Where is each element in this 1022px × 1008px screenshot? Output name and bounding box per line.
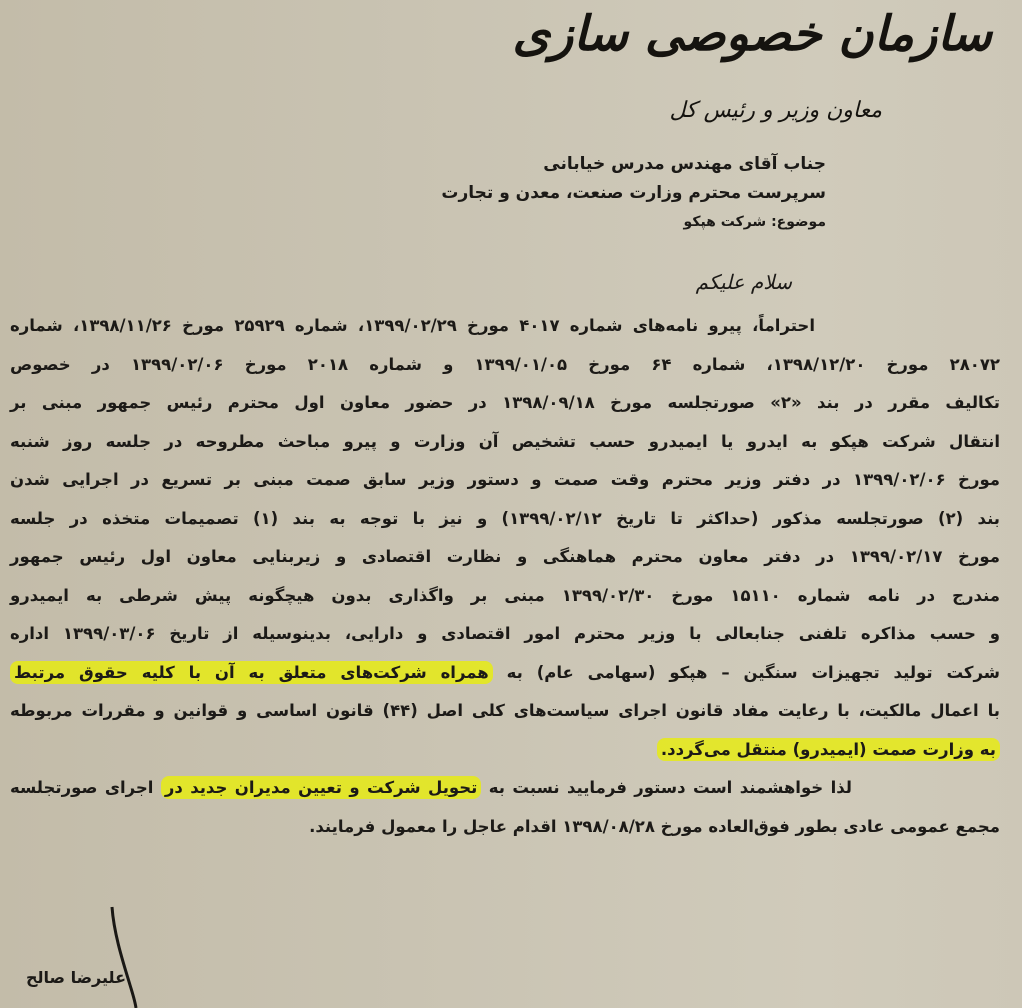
highlighted-text: همراه شرکت‌های متعلق به آن با کلیه حقوق مرتبط — [10, 661, 493, 684]
body-line — [10, 732, 1000, 771]
body-line: مورخ ۱۳۹۹/۰۲/۰۶ در دفتر وزیر محترم وقت صمت و دستور وزیر سابق صمت مبنی بر تسریع در اجرایی شدن — [10, 470, 1000, 489]
body-text-plain: اجرای صورتجلسه — [10, 778, 161, 797]
body-line: مجمع عمومی عادی بطور فوق‌العاده مورخ ۱۳۹۸/۰۸/۲۸ اقدام عاجل را معمول فرمایند. — [309, 816, 1000, 836]
letter-body — [10, 308, 1000, 847]
addressee-position: سرپرست محترم وزارت صنعت، معدن و تجارت — [441, 183, 826, 203]
body-line: مندرج در نامه شماره ۱۵۱۱۰ مورخ ۱۳۹۹/۰۲/۳۰ مبنی بر واگذاری بدون هیچگونه پیش شرطی به ایمیدرو — [10, 585, 1000, 605]
addressee-block — [441, 150, 826, 237]
body-line: مورخ ۱۳۹۹/۰۲/۱۷ در دفتر معاون محترم هماهنگی و نظارت اقتصادی و زیربنایی معاون اول رئیس جمهور — [10, 547, 1000, 566]
body-text-plain: لذا خواهشمند است دستور فرمایید نسبت به — [481, 778, 852, 797]
body-line: بند (۲) صورتجلسه مذکور (حداکثر تا تاریخ ۱۳۹۹/۰۲/۱۲) و نیز با توجه به بند (۱) تصمیمات متخذه در جلسه — [10, 508, 1000, 528]
salutation: سلام علیکم — [695, 270, 792, 294]
body-line: انتقال شرکت هپکو به ایدرو یا ایمیدرو حسب تشخیص آن وزارت و پیرو مباحث مطروحه در جلسه روز شنبه — [10, 431, 1000, 451]
signature-stroke-icon — [100, 905, 160, 1008]
signatory-name: علیرضا صالح — [26, 968, 126, 987]
organization-title: سازمان خصوصی سازی — [512, 6, 992, 62]
body-text-plain: شرکت تولید تجهیزات سنگین – هپکو (سهامی عام) به — [492, 662, 1000, 682]
highlighted-text: به وزارت صمت (ایمیدرو) منتقل می‌گردد. — [657, 738, 1000, 761]
letter-subject: موضوع: شرکت هپکو — [683, 214, 826, 230]
body-line: تکالیف مقرر در بند «۲» صورتجلسه مورخ ۱۳۹۸/۰۹/۱۸ در حضور معاون اول محترم رئیس جمهور مبنی بر — [10, 393, 1000, 412]
body-line — [10, 655, 1000, 694]
body-line: با اعمال مالکیت، با رعایت مفاد قانون اجرای سیاست‌های کلی اصل (۴۴) قانون اساسی و قوانین و مقررات مربوطه — [10, 701, 1000, 720]
addressee-name: جناب آقای مهندس مدرس خیابانی — [543, 154, 826, 174]
body-line: ۲۸۰۷۲ مورخ ۱۳۹۸/۱۲/۲۰، شماره ۶۴ مورخ ۱۳۹۹/۰۱/۰۵ و شماره ۲۰۱۸ مورخ ۱۳۹۹/۰۲/۰۶ در خصوص — [10, 354, 1000, 374]
body-line — [10, 770, 1000, 809]
body-line: احتراماً، پیرو نامه‌های شماره ۴۰۱۷ مورخ ۱۳۹۹/۰۲/۲۹، شماره ۲۵۹۲۹ مورخ ۱۳۹۸/۱۱/۲۶، شماره — [10, 316, 815, 335]
organization-subtitle: معاون وزیر و رئیس کل — [669, 98, 882, 123]
highlighted-text: تحویل شرکت و تعیین مدیران جدید در — [161, 776, 482, 799]
body-line: و حسب مذاکره تلفنی جنابعالی با وزیر محترم امور اقتصادی و دارایی، بدینوسیله از تاریخ ۱۳۹۹/۰۳/۰۶ اداره — [10, 624, 1001, 643]
